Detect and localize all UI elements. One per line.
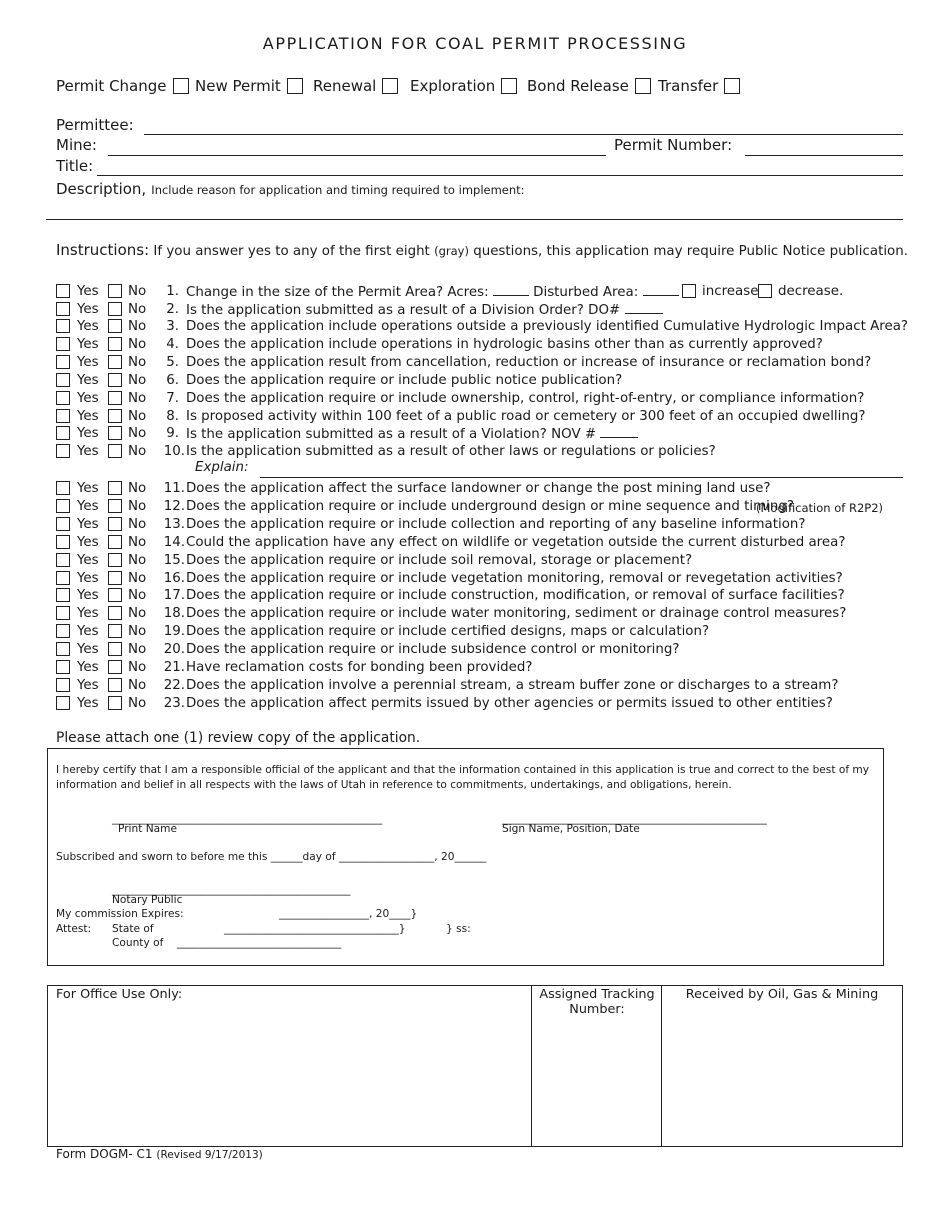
no-label: No: [128, 695, 147, 711]
question-text: Does the application require or include underground design or mine sequence and timing?: [186, 498, 794, 514]
yes-checkbox[interactable]: [56, 337, 70, 351]
q2-text: Is the application submitted as a result of a Division Order? DO#: [186, 303, 621, 318]
no-checkbox[interactable]: [108, 373, 122, 387]
question-text: Does the application require or include water monitoring, sediment or drainage control measures?: [186, 606, 847, 622]
question-number: 15.: [163, 552, 185, 568]
no-label: No: [128, 302, 147, 317]
question-number: 18.: [163, 606, 185, 622]
yes-label: Yes: [77, 516, 99, 532]
yes-label: Yes: [77, 606, 99, 622]
yes-label: Yes: [77, 390, 99, 406]
attach-note: Please attach one (1) review copy of the application.: [56, 730, 421, 746]
no-checkbox[interactable]: [108, 302, 122, 316]
yes-checkbox[interactable]: [56, 588, 70, 602]
exploration-option[interactable]: [410, 76, 517, 96]
description-field[interactable]: [46, 219, 903, 220]
office-use-box: [47, 985, 903, 1147]
title-field[interactable]: [97, 175, 903, 176]
question-number: 14.: [163, 534, 185, 550]
no-label: No: [128, 284, 147, 299]
yes-checkbox[interactable]: [56, 373, 70, 387]
sign-name-label: Sign Name, Position, Date: [502, 823, 640, 835]
yes-checkbox[interactable]: [56, 642, 70, 656]
form-number: Form DOGM- C1: [56, 1147, 153, 1161]
notary-public-label: Notary Public: [112, 894, 183, 906]
no-label: No: [128, 372, 147, 388]
yes-checkbox[interactable]: [56, 284, 70, 298]
received-cell: [661, 986, 902, 1146]
question-number: 23.: [163, 695, 185, 711]
question-number: 3.: [166, 319, 179, 334]
county-of-field[interactable]: _______________________________: [177, 937, 342, 949]
r2p2-note: (Modification of R2P2): [756, 501, 884, 515]
yes-checkbox[interactable]: [56, 624, 70, 638]
question-number: 6.: [166, 372, 179, 388]
no-checkbox[interactable]: [108, 535, 122, 549]
form-revised: (Revised 9/17/2013): [156, 1149, 263, 1161]
question-text: Does the application require or include certified designs, maps or calculation?: [186, 624, 710, 640]
yes-checkbox[interactable]: [56, 535, 70, 549]
explain-field[interactable]: [260, 477, 903, 478]
notary-line[interactable]: _____________________________________________: [112, 884, 351, 896]
increase-checkbox[interactable]: [682, 284, 696, 298]
question-number: 1.: [166, 284, 179, 299]
mine-field[interactable]: [108, 155, 606, 156]
yes-checkbox[interactable]: [56, 426, 70, 440]
question-text: [186, 283, 679, 301]
instructions-text-a: If you answer yes to any of the first eight: [153, 244, 430, 259]
no-checkbox[interactable]: [108, 606, 122, 620]
transfer-checkbox[interactable]: [724, 78, 740, 94]
exploration-checkbox[interactable]: [501, 78, 517, 94]
nov-number-field[interactable]: [600, 425, 638, 438]
state-of-label: State of: [112, 923, 154, 935]
question-number: 13.: [163, 516, 185, 532]
office-use-label: For Office Use Only:: [56, 987, 183, 1002]
no-checkbox[interactable]: [108, 588, 122, 602]
no-label: No: [128, 660, 147, 675]
yes-checkbox[interactable]: [56, 319, 70, 333]
question-text: Does the application require or include public notice publication?: [186, 372, 623, 388]
question-text: Is proposed activity within 100 feet of a public road or cemetery or 300 feet of an occupied dwelling?: [186, 408, 866, 424]
no-checkbox[interactable]: [108, 391, 122, 405]
question-text: Does the application affect the surface landowner or change the post mining land use?: [186, 481, 771, 496]
no-checkbox[interactable]: [108, 660, 122, 674]
no-label: No: [128, 390, 147, 406]
instructions-label: Instructions:: [56, 241, 150, 259]
question-text: Does the application result from cancellation, reduction or increase of insurance or reclamation bond?: [186, 354, 872, 370]
no-checkbox[interactable]: [108, 481, 122, 495]
no-label: No: [128, 516, 147, 532]
yes-label: Yes: [77, 408, 99, 424]
decrease-checkbox[interactable]: [758, 284, 772, 298]
no-checkbox[interactable]: [108, 426, 122, 440]
no-label: No: [128, 606, 147, 622]
permit-change-option[interactable]: [56, 76, 189, 96]
yes-label: Yes: [77, 319, 99, 334]
instructions: [56, 241, 908, 259]
question-text: Could the application have any effect on wildlife or vegetation outside the current disturbed area?: [186, 534, 846, 550]
no-checkbox[interactable]: [108, 517, 122, 531]
yes-label: Yes: [77, 624, 99, 640]
no-label: No: [128, 642, 147, 658]
explain-label: Explain:: [195, 460, 249, 475]
new-permit-option[interactable]: [195, 76, 303, 96]
permittee-label: Permittee:: [56, 116, 134, 134]
acres-field[interactable]: [493, 283, 529, 296]
permit-change-label: Permit Change: [56, 77, 167, 95]
yes-label: Yes: [77, 284, 99, 299]
question-number: 17.: [163, 588, 185, 604]
question-number: 21.: [163, 660, 185, 675]
question-number: 19.: [163, 624, 185, 640]
yes-checkbox[interactable]: [56, 444, 70, 458]
decrease-label: decrease.: [778, 284, 844, 299]
no-label: No: [128, 336, 147, 352]
no-label: No: [128, 624, 147, 640]
question-number: 20.: [163, 642, 185, 658]
yes-checkbox[interactable]: [56, 571, 70, 585]
yes-checkbox[interactable]: [56, 696, 70, 710]
yes-label: Yes: [77, 534, 99, 550]
description-note: Include reason for application and timing required to implement:: [151, 183, 525, 197]
no-label: No: [128, 426, 147, 441]
no-label: No: [128, 570, 147, 586]
county-of-label: County of: [112, 937, 164, 949]
no-label: No: [128, 408, 147, 424]
received-label: Received by Oil, Gas & Mining: [685, 987, 879, 1002]
renewal-label: Renewal: [313, 77, 377, 95]
question-number: 4.: [166, 336, 179, 352]
form-footer: [56, 1147, 263, 1161]
yes-label: Yes: [77, 302, 99, 317]
yes-checkbox[interactable]: [56, 499, 70, 513]
state-of-field[interactable]: _________________________________}: [224, 923, 406, 935]
question-number: 7.: [166, 390, 179, 406]
yes-label: Yes: [77, 660, 99, 675]
no-label: No: [128, 677, 147, 693]
bond-release-checkbox[interactable]: [635, 78, 651, 94]
no-checkbox[interactable]: [108, 678, 122, 692]
yes-checkbox[interactable]: [56, 481, 70, 495]
question-number: 5.: [166, 354, 179, 370]
description-label: Description,: [56, 180, 147, 198]
no-checkbox[interactable]: [108, 499, 122, 513]
question-text: Is the application submitted as a result of other laws or regulations or policies?: [186, 444, 716, 459]
yes-checkbox[interactable]: [56, 409, 70, 423]
title-label: Title:: [56, 157, 94, 175]
no-checkbox[interactable]: [108, 284, 122, 298]
disturbed-area-field[interactable]: [643, 283, 679, 296]
no-checkbox[interactable]: [108, 409, 122, 423]
yes-label: Yes: [77, 570, 99, 586]
question-text: Does the application require or include vegetation monitoring, removal or revegetation activities?: [186, 570, 843, 586]
question-text: Does the application affect permits issued by other agencies or permits issued to other entities?: [186, 695, 833, 711]
sworn-statement[interactable]: Subscribed and sworn to before me this ______day of __________________, 20______: [56, 851, 487, 863]
question-number: 8.: [166, 408, 179, 424]
question-text: Does the application require or include subsidence control or monitoring?: [186, 642, 680, 658]
question-text: Does the application involve a perennial stream, a stream buffer zone or discharges to a stream?: [186, 677, 839, 693]
yes-label: Yes: [77, 498, 99, 514]
question-text: Have reclamation costs for bonding been provided?: [186, 660, 533, 675]
new-permit-label: New Permit: [195, 77, 281, 95]
question-text: Does the application require or include collection and reporting of any baseline information?: [186, 516, 806, 532]
yes-checkbox[interactable]: [56, 355, 70, 369]
permit-number-label: Permit Number:: [614, 136, 733, 154]
exploration-label: Exploration: [410, 77, 496, 95]
question-text: Does the application include operations outside a previously identified Cumulative Hydrologic Impact Area?: [186, 319, 909, 334]
no-checkbox[interactable]: [108, 337, 122, 351]
yes-label: Yes: [77, 588, 99, 604]
bond-release-option[interactable]: [527, 76, 651, 96]
question-number: 9.: [166, 426, 179, 441]
instructions-text-b: questions, this application may require Public Notice publication.: [473, 244, 908, 259]
division-order-field[interactable]: [625, 301, 663, 314]
yes-label: Yes: [77, 372, 99, 388]
yes-label: Yes: [77, 481, 99, 496]
yes-label: Yes: [77, 354, 99, 370]
no-label: No: [128, 354, 147, 370]
commission-label: My commission Expires:: [56, 908, 184, 920]
question-number: 22.: [163, 677, 185, 693]
no-label: No: [128, 481, 147, 496]
no-checkbox[interactable]: [108, 553, 122, 567]
no-checkbox[interactable]: [108, 696, 122, 710]
no-label: No: [128, 534, 147, 550]
description-heading: [56, 179, 525, 198]
yes-checkbox[interactable]: [56, 606, 70, 620]
new-permit-checkbox[interactable]: [287, 78, 303, 94]
no-label: No: [128, 498, 147, 514]
ss-label: } ss:: [446, 923, 471, 935]
no-checkbox[interactable]: [108, 624, 122, 638]
instructions-gray-note: (gray): [434, 244, 469, 258]
question-number: 12.: [163, 498, 185, 514]
disturbed-area-label: Disturbed Area:: [533, 285, 639, 300]
permittee-field[interactable]: [144, 134, 903, 135]
yes-label: Yes: [77, 444, 99, 459]
yes-checkbox[interactable]: [56, 391, 70, 405]
page-title: APPLICATION FOR COAL PERMIT PROCESSING: [262, 34, 688, 53]
no-label: No: [128, 319, 147, 334]
transfer-label: Transfer: [658, 77, 719, 95]
certification-text: I hereby certify that I am a responsible official of the applicant and that the information contained in this application is true and correct to the best of my information and belief in all respects with the laws of Utah in reference to commitments, undertakings, and obligations, herein.: [56, 764, 870, 791]
yes-checkbox[interactable]: [56, 302, 70, 316]
no-checkbox[interactable]: [108, 642, 122, 656]
sign-name-line[interactable]: __________________________________________________: [502, 813, 767, 825]
permit-number-field[interactable]: [745, 155, 903, 156]
question-text: Does the application require or include ownership, control, right-of-entry, or compliance information?: [186, 390, 865, 406]
attest-label: Attest:: [56, 923, 92, 935]
q1-text: Change in the size of the Permit Area? Acres:: [186, 285, 489, 300]
q9-text: Is the application submitted as a result of a Violation? NOV #: [186, 427, 597, 442]
bond-release-label: Bond Release: [527, 77, 629, 95]
no-label: No: [128, 444, 147, 459]
no-label: No: [128, 588, 147, 604]
question-number: 16.: [163, 570, 185, 586]
print-name-line[interactable]: ___________________________________________________: [112, 813, 383, 825]
question-text: [186, 425, 638, 443]
commission-expires-field[interactable]: _________________, 20____}: [279, 908, 418, 920]
no-checkbox[interactable]: [108, 355, 122, 369]
question-number: 2.: [166, 302, 179, 317]
yes-label: Yes: [77, 552, 99, 568]
tracking-label-2: Number:: [569, 1002, 625, 1017]
mine-label: Mine:: [56, 136, 97, 154]
tracking-label-1: Assigned Tracking: [539, 987, 655, 1002]
question-number: 10.: [163, 444, 185, 459]
transfer-option[interactable]: [658, 76, 740, 96]
question-number: 11.: [163, 481, 185, 496]
no-checkbox[interactable]: [108, 319, 122, 333]
question-text: Does the application require or include construction, modification, or removal of surface facilities?: [186, 588, 845, 604]
print-name-label: Print Name: [118, 823, 177, 835]
yes-label: Yes: [77, 677, 99, 693]
permit-change-checkbox[interactable]: [173, 78, 189, 94]
yes-label: Yes: [77, 336, 99, 352]
question-text: Does the application include operations in hydrologic basins other than as currently approved?: [186, 336, 823, 352]
yes-label: Yes: [77, 426, 99, 441]
no-label: No: [128, 552, 147, 568]
no-checkbox[interactable]: [108, 571, 122, 585]
yes-checkbox[interactable]: [56, 553, 70, 567]
yes-label: Yes: [77, 642, 99, 658]
yes-checkbox[interactable]: [56, 660, 70, 674]
yes-label: Yes: [77, 695, 99, 711]
certification-box: [47, 748, 884, 966]
increase-label: increase: [702, 284, 759, 299]
question-text: [186, 301, 663, 319]
yes-checkbox[interactable]: [56, 517, 70, 531]
yes-checkbox[interactable]: [56, 678, 70, 692]
no-checkbox[interactable]: [108, 444, 122, 458]
tracking-number-cell: [531, 986, 662, 1146]
renewal-checkbox[interactable]: [382, 78, 398, 94]
renewal-option[interactable]: [313, 76, 398, 96]
question-text: Does the application require or include soil removal, storage or placement?: [186, 552, 693, 568]
